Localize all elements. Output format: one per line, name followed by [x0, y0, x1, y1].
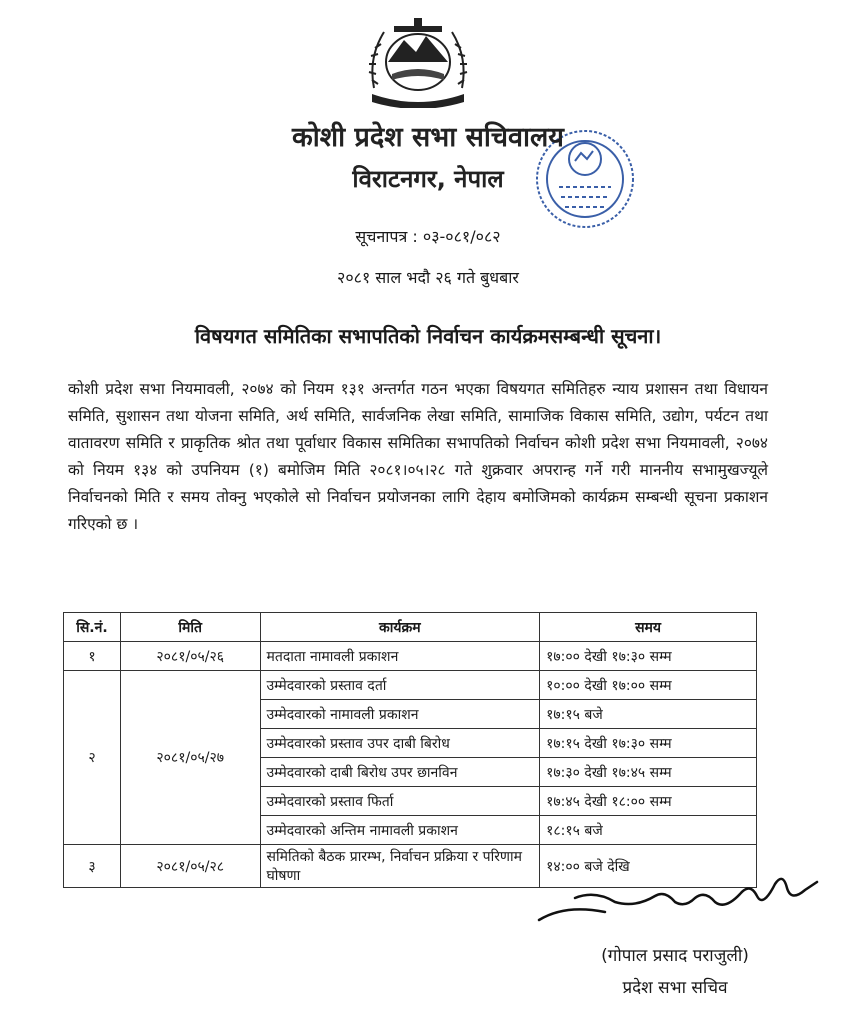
- cell-time: १७:३० देखी १७:४५ सम्म: [540, 758, 757, 787]
- cell-date: २०८१/०५/२७: [120, 671, 260, 845]
- cell-sn: ३: [64, 845, 121, 888]
- office-location: विराटनगर, नेपाल: [352, 165, 504, 193]
- cell-time: १७:०० देखी १७:३० सम्म: [540, 642, 757, 671]
- table-header-row: [64, 613, 757, 642]
- cell-program: समितिको बैठक प्रारम्भ, निर्वाचन प्रक्रिया र परिणाम घोषणा: [260, 845, 540, 888]
- cell-date: २०८१/०५/२८: [120, 845, 260, 888]
- header-program: कार्यक्रम: [260, 613, 540, 642]
- notice-subject: विषयगत समितिका सभापतिको निर्वाचन कार्यक्रमसम्बन्धी सूचना।: [194, 324, 662, 348]
- cell-program: उम्मेदवारको प्रस्ताव उपर दाबी बिरोध: [260, 729, 540, 758]
- table-row: [64, 642, 757, 671]
- cell-program: उम्मेदवारको नामावली प्रकाशन: [260, 700, 540, 729]
- cell-program: उम्मेदवारको दाबी बिरोध उपर छानविन: [260, 758, 540, 787]
- cell-time: १७:१५ देखी १७:३० सम्म: [540, 729, 757, 758]
- cell-time: १७:१५ बजे: [540, 700, 757, 729]
- cell-program: उम्मेदवारको प्रस्ताव फिर्ता: [260, 787, 540, 816]
- cell-date: २०८१/०५/२६: [120, 642, 260, 671]
- cell-time: १४:०० बजे देखि: [540, 845, 757, 888]
- signatory-title: प्रदेश सभा सचिव: [622, 978, 728, 998]
- table-row: [64, 671, 757, 700]
- nepal-emblem-icon: [364, 18, 472, 108]
- cell-program: उम्मेदवारको अन्तिम नामावली प्रकाशन: [260, 816, 540, 845]
- notice-date: २०८१ साल भदौ २६ गते बुधबार: [337, 268, 519, 287]
- cell-sn: २: [64, 671, 121, 845]
- notice-body: कोशी प्रदेश सभा नियमावली, २०७४ को नियम १३१ अन्तर्गत गठन भएका विषयगत समितिहरु न्याय प्रशासन तथा विधायन समिति, सुशासन तथा योजना समिति, अर्थ समिति, सार्वजनिक लेखा समिति, सामाजिक विकास समिति, उद्योग, पर्यटन तथा वातावरण समिति र प्राकृतिक श्रोत तथा पूर्वाधार विकास समितिका सभापतिको निर्वाचन कोशी प्रदेश सभा नियमावली, २०७४ को नियम १३४ को उपनियम (१) बमोजिम मिति २०८१।०५।२८ गते शुक्रवार अपरान्ह गर्ने गरी माननीय सभामुखज्यूले निर्वाचनको मिति र समय तोक्नु भएकोले सो निर्वाचन प्रयोजनका लागि देहाय बमोजिमको कार्यक्रम सम्बन्धी सूचना प्रकाशन गरिएको छ ।: [68, 380, 768, 533]
- schedule-table: [63, 612, 757, 888]
- cell-time: १८:१५ बजे: [540, 816, 757, 845]
- cell-program: उम्मेदवारको प्रस्ताव दर्ता: [260, 671, 540, 700]
- cell-sn: १: [64, 642, 121, 671]
- office-title: कोशी प्रदेश सभा सचिवालय: [292, 122, 564, 153]
- signature: [535, 868, 825, 930]
- notice-number: सूचनापत्र : ०३-०८१/०८२: [355, 227, 501, 246]
- cell-time: १७:४५ देखी १८:०० सम्म: [540, 787, 757, 816]
- cell-program: मतदाता नामावली प्रकाशन: [260, 642, 540, 671]
- header-date: मिति: [120, 613, 260, 642]
- signatory-name: (गोपाल प्रसाद पराजुली): [601, 946, 749, 966]
- header-sn: सि.नं.: [64, 613, 121, 642]
- cell-time: १०:०० देखी १७:०० सम्म: [540, 671, 757, 700]
- header-time: समय: [540, 613, 757, 642]
